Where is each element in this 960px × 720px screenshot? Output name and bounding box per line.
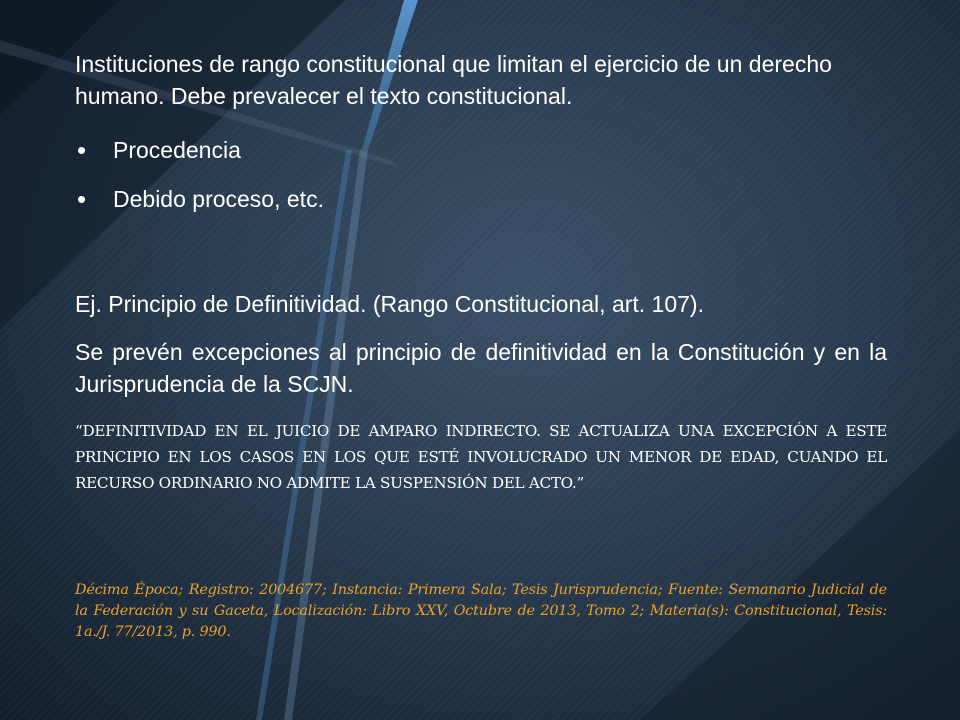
- intro-paragraph: Instituciones de rango constitucional que limitan el ejercicio de un derecho humano. Debe prevalecer el texto constitucional.: [75, 51, 832, 109]
- citation-text: Décima Época; Registro: 2004677; Instancia: Primera Sala; Tesis Jurisprudencia; Fuente: Semanario Judicial de la Federación y su Gaceta, Localización: Libro XXV, Octubre de 2013, Tomo 2; Materia(s): Constitucional, Tesis: 1a./J. 77/2013, p. 990.: [75, 582, 887, 640]
- list-item: [75, 183, 887, 232]
- exceptions-paragraph: Se prevén excepciones al principio de definitividad en la Constitución y en la Jurisprudencia de la SCJN.: [75, 339, 887, 397]
- bullet-list: [75, 134, 887, 232]
- list-item: [75, 134, 887, 183]
- bullet-label: Debido proceso, etc.: [113, 186, 324, 212]
- bullet-icon: •: [77, 184, 87, 214]
- example-line: Ej. Principio de Definitividad. (Rango Constitucional, art. 107).: [75, 291, 704, 317]
- bullet-icon: •: [77, 135, 87, 165]
- bullet-label: Procedencia: [113, 137, 241, 163]
- thesis-quote: “DEFINITIVIDAD EN EL JUICIO DE AMPARO INDIRECTO. SE ACTUALIZA UNA EXCEPCIÓN A ESTE PRINCIPIO EN LOS CASOS EN LOS QUE ESTÉ INVOLUCRADO UN MENOR DE EDAD, CUANDO EL RECURSO ORDINARIO NO ADMITE LA SUSPENSIÓN DEL ACTO.”: [75, 422, 887, 492]
